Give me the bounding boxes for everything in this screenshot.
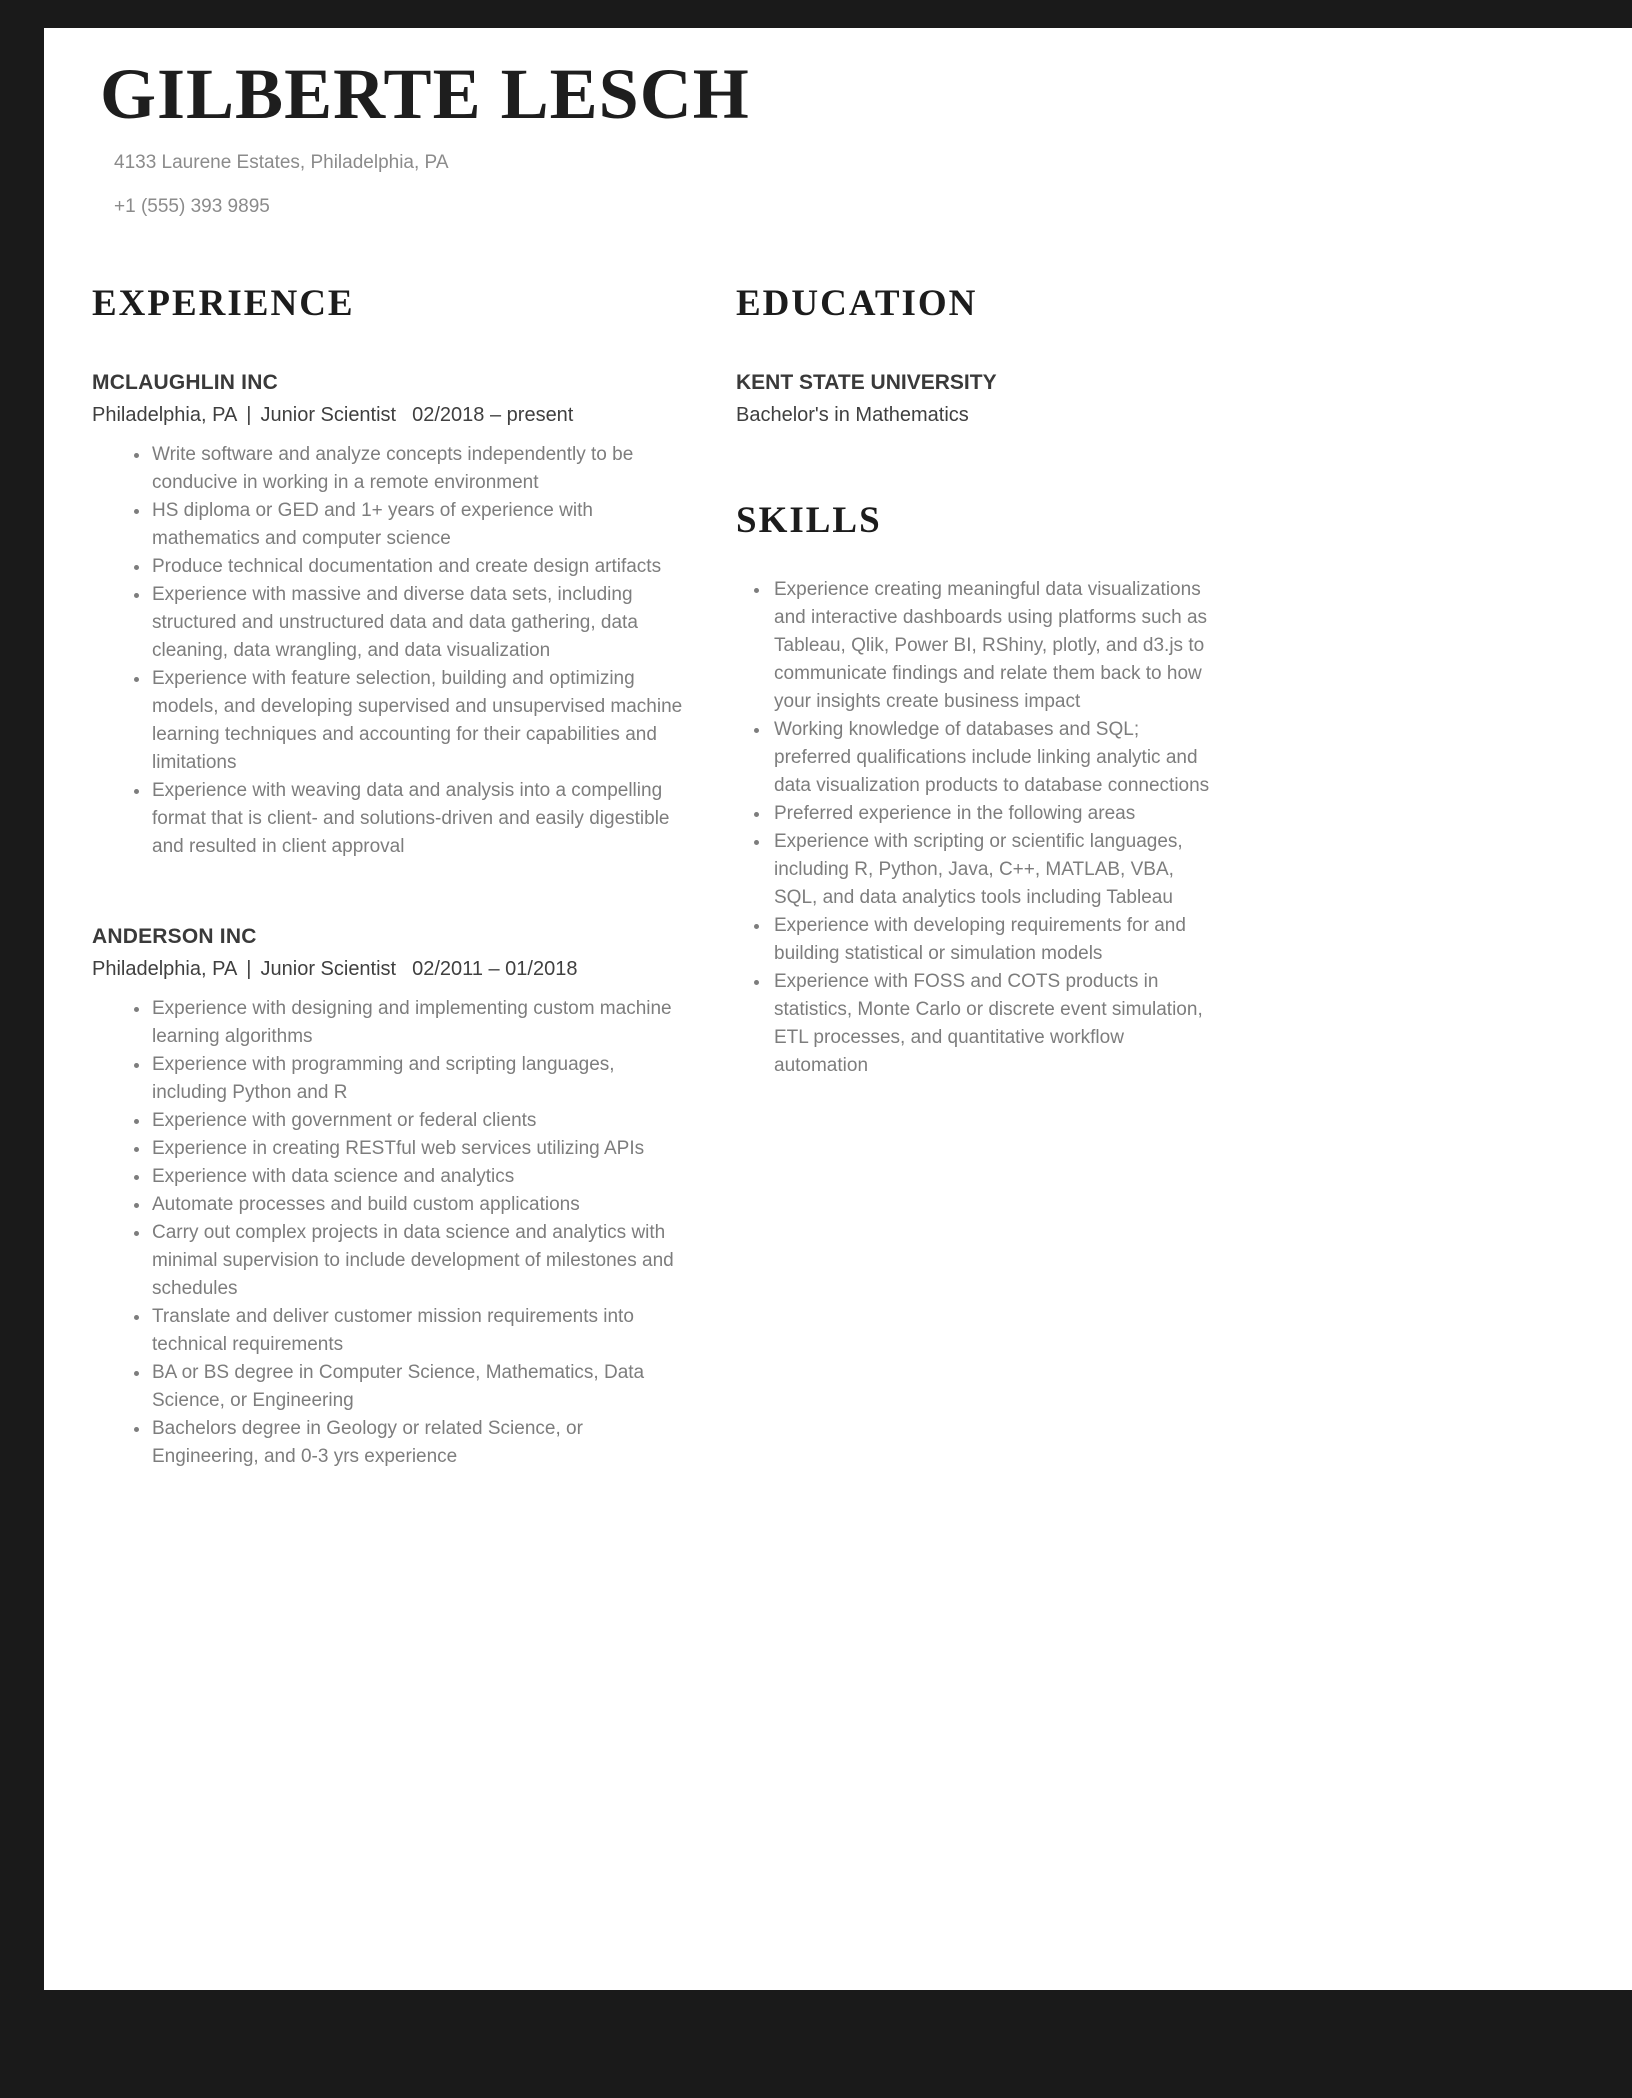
meta-separator: | [246,958,252,980]
job-anderson [92,925,684,1471]
job-title: Junior Scientist [260,404,397,426]
education-section [736,282,1210,427]
job-meta [92,958,684,981]
candidate-address: 4133 Laurene Estates, Philadelphia, PA [114,152,449,173]
skill-item: • Experience creating meaningful data visualizations and interactive dashboards using platforms such as Tableau, Qlik, Power BI, RShiny, plotly, and d3.js to communicate findings and relate them back to how your insights create business impact [770,576,1210,716]
job-dates: 02/2018 – present [412,404,574,426]
company-name: ANDERSON INC [92,925,257,948]
section-heading-experience: EXPERIENCE [92,283,355,324]
bullet-item: • Experience with feature selection, building and optimizing models, and developing supervised and unsupervised machine learning techniques and accounting for their capabilities and limitations [150,665,684,777]
bullet-item: • Experience with designing and implementing custom machine learning algorithms [150,995,684,1051]
candidate-name: GILBERTE LESCH [100,54,750,134]
degree: Bachelor's in Mathematics [736,404,969,426]
skill-item: • Experience with scripting or scientific languages, including R, Python, Java, C++, MATLAB, VBA, SQL, and data analytics tools including Tableau [770,828,1210,912]
bullet-item: • Bachelors degree in Geology or related Science, or Engineering, and 0-3 yrs experience [150,1415,684,1471]
section-heading-education: EDUCATION [736,283,978,324]
skills-list [736,576,1210,1080]
bullet-item: • Produce technical documentation and create design artifacts [150,553,684,581]
experience-section [92,282,684,1471]
job-location: Philadelphia, PA [92,958,238,980]
bullet-item: • Experience with weaving data and analysis into a compelling format that is client- and solutions-driven and easily digestible and resulted in client approval [150,777,684,861]
job-meta [92,404,684,427]
section-heading-skills: SKILLS [736,500,882,541]
bullet-item: • Automate processes and build custom applications [150,1191,684,1219]
skill-item: • Experience with developing requirements for and building statistical or simulation models [770,912,1210,968]
job-bullets [92,441,684,861]
bullet-item: • Write software and analyze concepts independently to be conducive in working in a remote environment [150,441,684,497]
resume-columns [58,282,1218,1471]
bullet-item: • Translate and deliver customer mission requirements into technical requirements [150,1303,684,1359]
bullet-item: • HS diploma or GED and 1+ years of experience with mathematics and computer science [150,497,684,553]
job-location: Philadelphia, PA [92,404,238,426]
meta-separator: | [246,404,252,426]
right-column [736,282,1210,1471]
job-dates: 02/2011 – 01/2018 [412,958,578,980]
bullet-item: • Experience with massive and diverse data sets, including structured and unstructured data and data gathering, data cleaning, data wrangling, and data visualization [150,581,684,665]
job-bullets [92,995,684,1471]
skill-item: • Working knowledge of databases and SQL; preferred qualifications include linking analytic and data visualization products to database connections [770,716,1210,800]
job-mclaughlin [92,371,684,861]
bullet-item: • Carry out complex projects in data science and analytics with minimal supervision to include development of milestones and schedules [150,1219,684,1303]
candidate-phone: +1 (555) 393 9895 [114,196,270,217]
skills-section [736,499,1210,1080]
school-name: KENT STATE UNIVERSITY [736,371,997,394]
bullet-item: • Experience with programming and scripting languages, including Python and R [150,1051,684,1107]
bullet-item: • BA or BS degree in Computer Science, Mathematics, Data Science, or Engineering [150,1359,684,1415]
job-title: Junior Scientist [260,958,397,980]
company-name: MCLAUGHLIN INC [92,371,278,394]
bullet-item: • Experience with data science and analytics [150,1163,684,1191]
skill-item: • Experience with FOSS and COTS products in statistics, Monte Carlo or discrete event simulation, ETL processes, and quantitative workflow automation [770,968,1210,1080]
resume-header [58,54,1632,218]
skill-item: • Preferred experience in the following areas [770,800,1210,828]
bullet-item: • Experience with government or federal clients [150,1107,684,1135]
bullet-item: • Experience in creating RESTful web services utilizing APIs [150,1135,684,1163]
education-entry [736,371,1210,427]
resume-page [44,28,1632,1990]
